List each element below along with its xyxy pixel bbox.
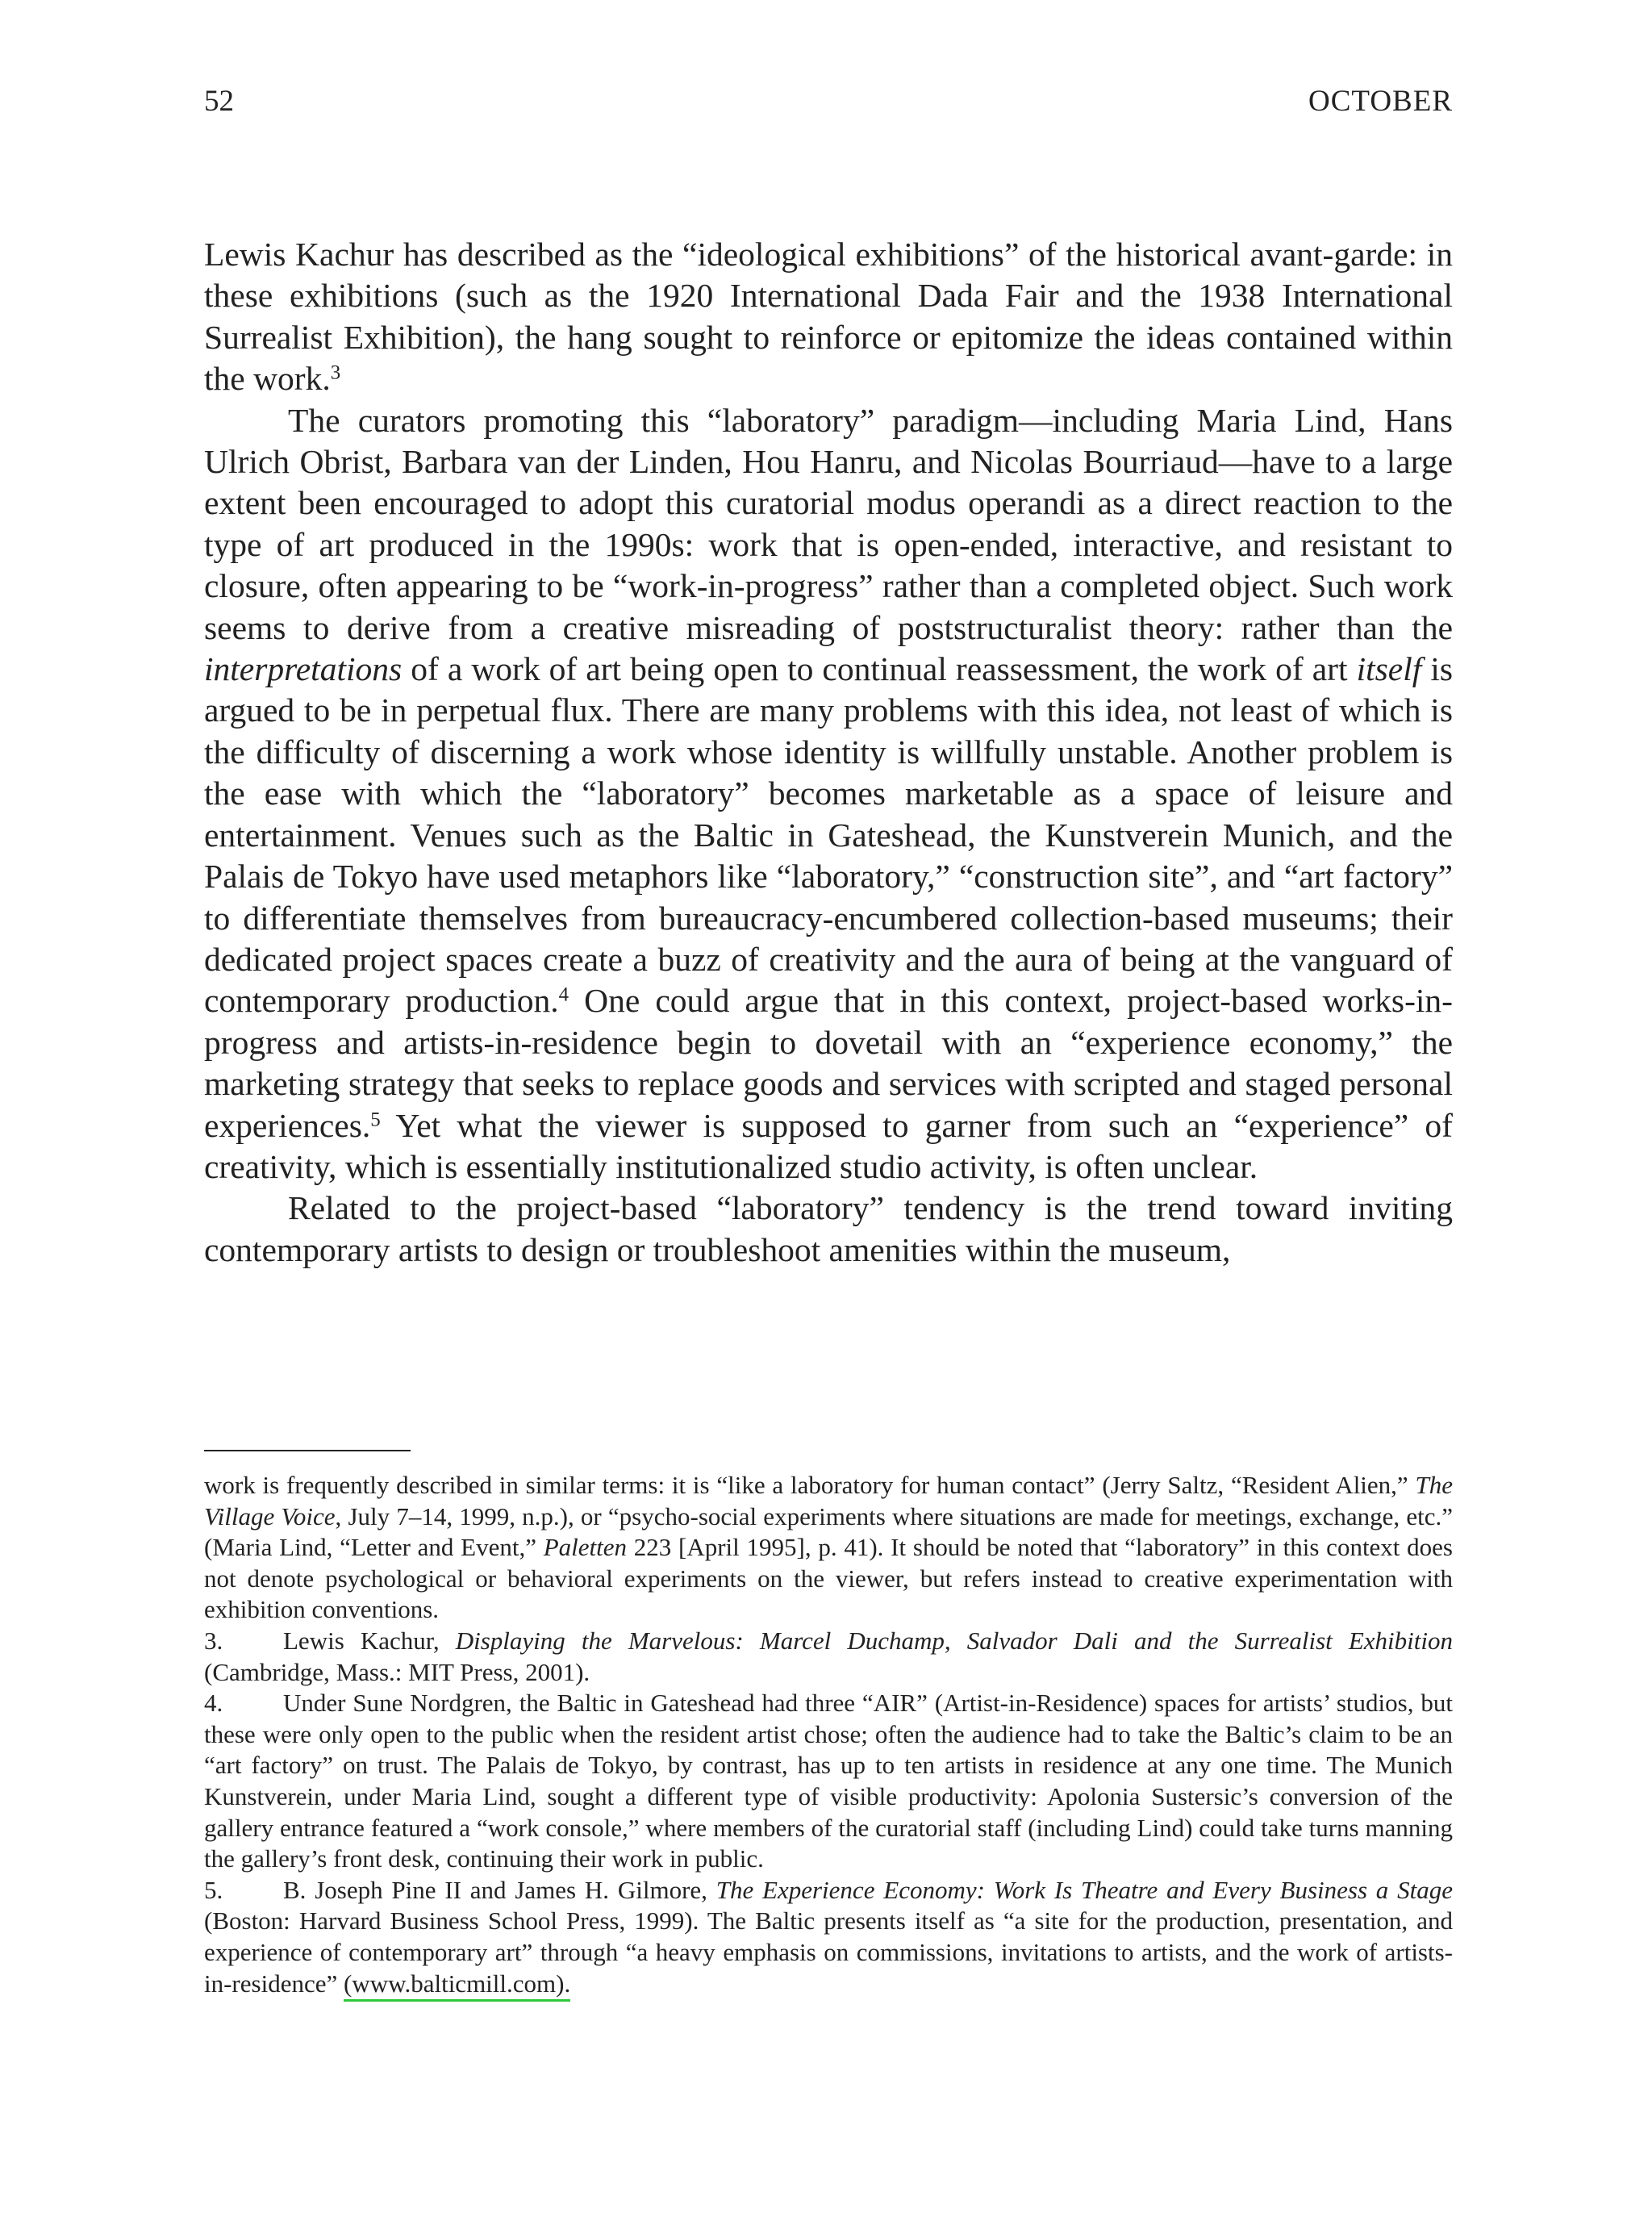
citation-title-displaying-the-marvelous: Displaying the Marvelous: Marcel Duchamp, Salvador Dali and the Surrealist Exhibition xyxy=(455,1626,1453,1655)
paragraph-2 xyxy=(204,400,1453,1188)
paragraph-2-text-b: of a work of art being open to continual reassessment, the work of art xyxy=(402,650,1357,688)
paragraph-1 xyxy=(204,234,1453,400)
footnote-3-number: 3. xyxy=(204,1626,223,1655)
paragraph-1-text: Lewis Kachur has described as the “ideological exhibitions” of the historical avant-garde: in these exhibitions (such as the 1920 International Dada Fair and the 1938 International Surrealist Exhibition), the hang sought to reinforce or epitomize the ideas contained within the work. xyxy=(204,236,1453,398)
main-text xyxy=(204,234,1453,1271)
footnote-5 xyxy=(204,1875,1453,1999)
note-ref-3[interactable]: 3 xyxy=(330,361,341,384)
citation-title-experience-economy: The Experience Economy: Work Is Theatre and Every Business a Stage xyxy=(715,1875,1453,1904)
footnote-4-number: 4. xyxy=(204,1689,223,1718)
paragraph-2-text-d: One could argue that in this context, project-based works-in-progress and artists-in-residence begin to dovetail with an “experience economy,” the marketing strategy that seeks to replace goods and services with scripted and staged personal experiences. xyxy=(204,982,1453,1144)
footnote-continued-text-a: work is frequently described in similar terms: it is “like a laboratory for human contact” (Jerry Saltz, “Resident Alien,” xyxy=(204,1471,1416,1499)
paragraph-2-text-e: Yet what the viewer is supposed to garner from such an “experience” of creativity, which is essentially institutionalized studio activity, is often unclear. xyxy=(204,1106,1453,1185)
emphasis-itself: itself xyxy=(1356,650,1422,688)
footnote-continued-text-b: , July 7–14, 1999, n.p.), or “psycho-social experiments where situations are made for meetings, exchange, etc.” (Maria Lind, “Letter and Event,” xyxy=(204,1501,1453,1562)
citation-title-village-voice: The Village Voice xyxy=(204,1471,1453,1530)
footnote-5-text-a: B. Joseph Pine II and James H. Gilmore, xyxy=(283,1875,716,1904)
footnote-continued-text-c: 223 [April 1995], p. 41). It should be noted that “laboratory” in this context does not denote psychological or behavioral experiments on the viewer, but refers instead to creative experimentation with exhibition conventions. xyxy=(204,1533,1453,1624)
footnote-3-text-b: (Cambridge, Mass.: MIT Press, 2001). xyxy=(204,1657,590,1686)
page-number: 52 xyxy=(204,85,234,118)
paragraph-3 xyxy=(204,1188,1453,1271)
footnote-continued xyxy=(204,1470,1453,1626)
paragraph-2-text-c: is argued to be in perpetual flux. There are many problems with this idea, not least of which is the difficulty of discerning a work whose identity is willfully unstable. Another problem is the ease with which the “laboratory” becomes marketable as a space of leisure and entertainment. Venues such as the Baltic in Gateshead, the Kunstverein Munich, and the Palais de Tokyo have used metaphors like “laboratory,” “construction site”, and “art factory” to differentiate themselves from bureaucracy-encumbered collection-based museums; their dedicated project spaces create a buzz of creativity and the aura of being at the vanguard of contemporary production. xyxy=(204,650,1454,1020)
footnote-3-text-a: Lewis Kachur, xyxy=(283,1626,456,1655)
footnote-4 xyxy=(204,1688,1453,1875)
citation-title-paletten: Paletten xyxy=(543,1533,628,1562)
running-head xyxy=(204,77,1453,126)
footnote-5-text-b: (Boston: Harvard Business School Press, 1999). The Baltic presents itself as “a site for the production, presentation, and experience of contemporary art” through “a heavy emphasis on commissions, invitations to artists, and the work of artists-in-residence” xyxy=(204,1906,1453,1998)
note-ref-4[interactable]: 4 xyxy=(558,983,569,1006)
footnote-3 xyxy=(204,1626,1453,1688)
footnote-5-number: 5. xyxy=(204,1875,223,1904)
emphasis-interpretations: interpretations xyxy=(204,650,403,688)
footnotes xyxy=(204,1470,1453,1999)
paragraph-3-text: Related to the project-based “laboratory” tendency is the trend toward inviting contemporary artists to design or troubleshoot amenities within the museum, xyxy=(204,1189,1453,1268)
journal-title: OCTOBER xyxy=(1308,85,1453,118)
footnote-4-text: Under Sune Nordgren, the Baltic in Gateshead had three “AIR” (Artist-in-Residence) spaces for artists’ studios, but these were only open to the public when the resident artist chose; often the audience had to take the Baltic’s claim to be an “art factory” on trust. The Palais de Tokyo, by contrast, has up to ten artists in residence at any one time. The Munich Kunstverein, under Maria Lind, sought a different type of visible productivity: Apolonia Sustersic’s conversion of the gallery entrance featured a “work console,” where members of the curatorial staff (including Lind) could take turns manning the gallery’s front desk, continuing their work in public. xyxy=(204,1689,1453,1873)
footnote-rule xyxy=(204,1450,411,1451)
paragraph-2-text-a: The curators promoting this “laboratory” paradigm—including Maria Lind, Hans Ulrich Obrist, Barbara van der Linden, Hou Hanru, and Nicolas Bourriaud—have to a large extent been encouraged to adopt this curatorial modus operandi as a direct reaction to the type of art produced in the 1990s: work that is open-ended, interactive, and resistant to closure, often appearing to be “work-in-progress” rather than a completed object. Such work seems to derive from a creative misreading of poststructuralist theory: rather than the xyxy=(204,401,1453,646)
note-ref-5[interactable]: 5 xyxy=(370,1108,381,1130)
balticmill-link[interactable]: (www.balticmill.com). xyxy=(344,1969,570,2002)
